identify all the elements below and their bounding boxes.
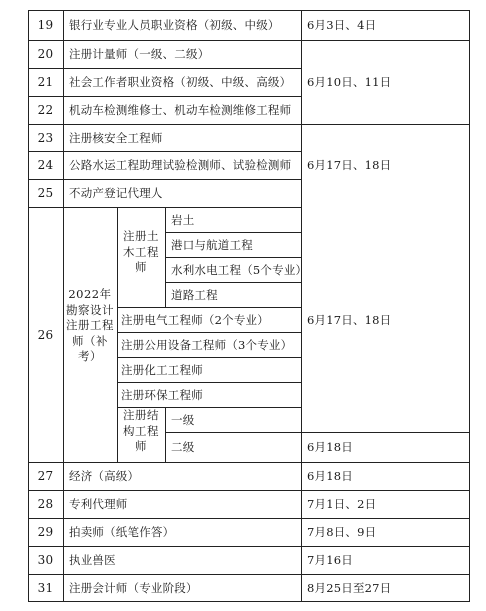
row-number: 21 bbox=[37, 75, 54, 89]
row-number: 29 bbox=[37, 525, 54, 539]
table-rule bbox=[28, 601, 470, 602]
table-rule bbox=[28, 96, 301, 97]
table-rule bbox=[165, 232, 301, 233]
chemical-engineer: 注册化工工程师 bbox=[121, 363, 203, 377]
exam-name: 专利代理师 bbox=[69, 497, 128, 511]
row-number: 30 bbox=[37, 553, 54, 567]
exam-date: 6月18日 bbox=[307, 469, 353, 483]
exam-date: 6月17日、18日 bbox=[307, 313, 392, 327]
structural-level-1: 一级 bbox=[171, 413, 195, 427]
row-number: 19 bbox=[37, 18, 54, 32]
utilities-engineer: 注册公用设备工程师（3个专业） bbox=[121, 338, 293, 352]
exam-name: 银行业专业人员职业资格（初级、中级） bbox=[69, 18, 280, 32]
table-rule bbox=[28, 462, 470, 463]
civil-item: 道路工程 bbox=[171, 288, 218, 302]
exam-name: 经济（高级） bbox=[69, 469, 140, 483]
table-rule bbox=[165, 407, 166, 463]
exam-name: 机动车检测维修士、机动车检测维修工程师 bbox=[69, 103, 292, 117]
table-rule bbox=[28, 40, 470, 41]
civil-item: 岩土 bbox=[171, 213, 195, 227]
row-number: 26 bbox=[37, 328, 54, 342]
row-number: 28 bbox=[37, 497, 54, 511]
exam-date: 6月10日、11日 bbox=[307, 75, 392, 89]
electrical-engineer: 注册电气工程师（2个专业） bbox=[121, 313, 269, 327]
exam-date: 7月8日、9日 bbox=[307, 525, 377, 539]
table-rule bbox=[63, 10, 64, 602]
table-rule bbox=[28, 546, 470, 547]
exam-date: 6月18日 bbox=[307, 440, 353, 454]
exam-name: 公路水运工程助理试验检测师、试验检测师 bbox=[69, 158, 292, 172]
exam-date: 7月1日、2日 bbox=[307, 497, 377, 511]
table-rule bbox=[117, 307, 301, 308]
table-rule bbox=[117, 332, 301, 333]
civil-item: 水利水电工程（5个专业） bbox=[171, 263, 308, 277]
civil-item: 港口与航道工程 bbox=[171, 238, 253, 252]
table-rule bbox=[165, 432, 470, 433]
group-title: 2022年勘察设计注册工程师（补考） bbox=[66, 287, 114, 363]
exam-date: 7月16日 bbox=[307, 553, 353, 567]
table-rule bbox=[28, 68, 301, 69]
exam-name: 拍卖师（纸笔作答） bbox=[69, 525, 175, 539]
row-number: 24 bbox=[37, 158, 54, 172]
table-rule bbox=[165, 282, 301, 283]
exam-name: 不动产登记代理人 bbox=[69, 186, 163, 200]
table-rule bbox=[28, 151, 301, 152]
exam-date: 6月3日、4日 bbox=[307, 18, 377, 32]
row-number: 31 bbox=[37, 581, 54, 595]
exam-name: 注册核安全工程师 bbox=[69, 131, 163, 145]
exam-name: 执业兽医 bbox=[69, 553, 116, 567]
exam-date: 8月25日至27日 bbox=[307, 581, 392, 595]
table-rule bbox=[469, 10, 470, 602]
row-number: 23 bbox=[37, 131, 54, 145]
exam-name: 注册计量师（一级、二级） bbox=[69, 47, 210, 61]
row-number: 25 bbox=[37, 186, 54, 200]
exam-name: 社会工作者职业资格（初级、中级、高级） bbox=[69, 75, 292, 89]
exam-date: 6月17日、18日 bbox=[307, 158, 392, 172]
table-rule bbox=[28, 179, 301, 180]
table-rule bbox=[28, 10, 470, 11]
structural-level-2: 二级 bbox=[171, 440, 195, 454]
table-rule bbox=[28, 574, 470, 575]
table-rule bbox=[301, 10, 302, 602]
row-number: 22 bbox=[37, 103, 54, 117]
environmental-engineer: 注册环保工程师 bbox=[121, 388, 203, 402]
civil-engineer-label: 注册土木工程师 bbox=[123, 229, 159, 274]
table-rule bbox=[117, 207, 118, 463]
table-rule bbox=[165, 257, 301, 258]
table-rule bbox=[165, 207, 166, 308]
structural-engineer-label: 注册结构工程师 bbox=[123, 408, 159, 453]
row-number: 27 bbox=[37, 469, 54, 483]
table-rule bbox=[117, 382, 301, 383]
table-rule bbox=[28, 490, 470, 491]
table-rule bbox=[117, 357, 301, 358]
table-rule bbox=[28, 124, 470, 125]
exam-name: 注册会计师（专业阶段） bbox=[69, 581, 198, 595]
row-number: 20 bbox=[37, 47, 54, 61]
table-rule bbox=[28, 10, 29, 602]
table-rule bbox=[28, 518, 470, 519]
